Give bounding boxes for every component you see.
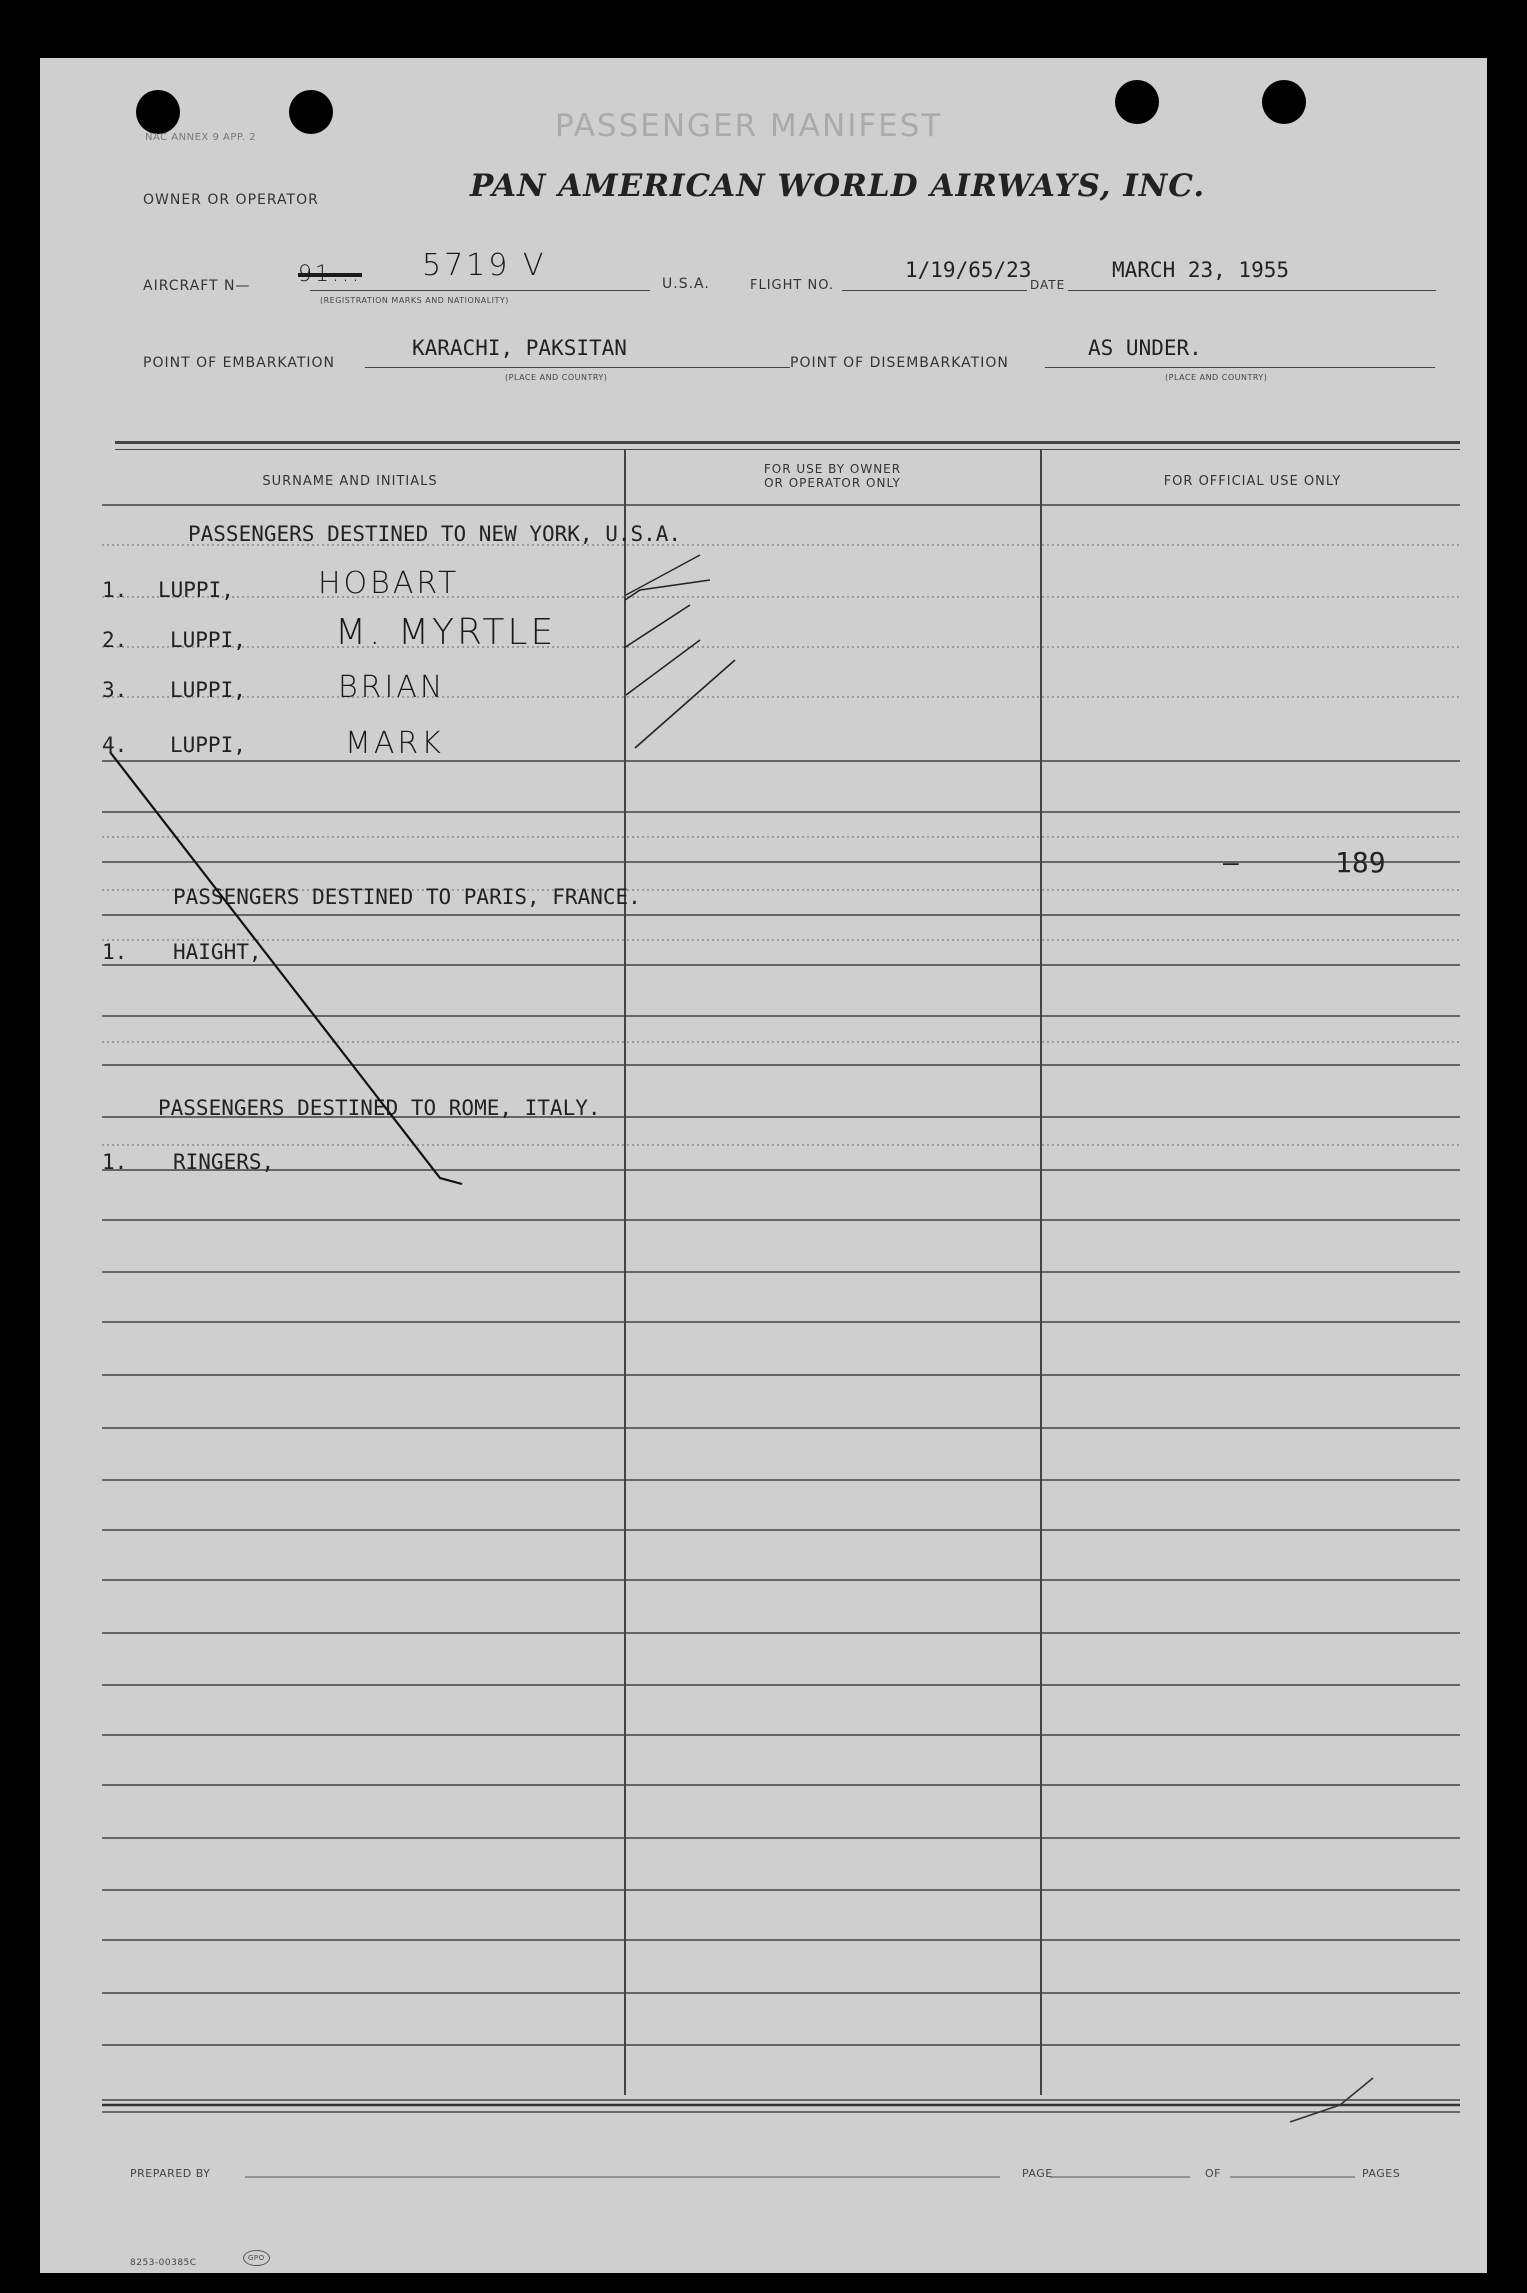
ny-row-1-number: 1. <box>102 578 128 602</box>
owner-label: OWNER OR OPERATOR <box>143 192 319 208</box>
rome-row-1-surname: RINGERS, <box>173 1150 275 1174</box>
ny-row-2-given-name: M. MYRTLE <box>335 612 557 653</box>
usa-label: U.S.A. <box>662 276 710 292</box>
pages-label: PAGES <box>1362 2167 1401 2180</box>
ny-row-4-given-name: MARK <box>345 726 444 761</box>
group-heading-new-york: PASSENGERS DESTINED TO NEW YORK, U.S.A. <box>188 522 682 546</box>
prepared-by-label: PREPARED BY <box>130 2167 211 2180</box>
ny-row-4-number: 4. <box>102 733 128 757</box>
page-label: PAGE <box>1022 2167 1053 2180</box>
page-title: PASSENGER MANIFEST <box>555 108 943 144</box>
rome-row-1-number: 1. <box>102 1150 128 1174</box>
of-label: OF <box>1205 2167 1221 2180</box>
col-header-surname: SURNAME AND INITIALS <box>262 474 438 489</box>
embarkation-value: KARACHI, PAKSITAN <box>412 336 627 360</box>
disembarkation-caption: (PLACE AND COUNTRY) <box>1165 373 1268 382</box>
embarkation-caption: (PLACE AND COUNTRY) <box>505 373 608 382</box>
form-number: 8253-00385C <box>130 2258 197 2268</box>
col-header-official: FOR OFFICIAL USE ONLY <box>1163 474 1342 489</box>
checkmark-1 <box>625 580 710 600</box>
checkmark-1b <box>626 555 700 595</box>
page-dash: – <box>1223 848 1239 878</box>
ny-row-2-surname: LUPPI, <box>170 628 246 652</box>
operator-name: PAN AMERICAN WORLD AIRWAYS, INC. <box>470 168 1206 204</box>
page-number: 189 <box>1335 846 1386 879</box>
ny-row-3-number: 3. <box>102 678 128 702</box>
ny-row-3-surname: LUPPI, <box>170 678 246 702</box>
ny-row-3-given-name: BRIAN <box>338 670 446 705</box>
flight-label: FLIGHT NO. <box>750 278 835 293</box>
col-header-owner-1: FOR USE BY OWNER <box>763 462 902 476</box>
paris-row-1-number: 1. <box>102 940 128 964</box>
checkmark-4 <box>635 660 735 748</box>
form-code: NAC ANNEX 9 APP. 2 <box>145 132 257 143</box>
flight-value: 1/19/65/23 <box>905 258 1032 282</box>
cancel-stroke <box>110 752 462 1184</box>
group-heading-paris: PASSENGERS DESTINED TO PARIS, FRANCE. <box>173 885 641 909</box>
disembarkation-value: AS UNDER. <box>1088 336 1202 360</box>
checkmark-3 <box>626 640 700 695</box>
corner-mark <box>1290 2078 1373 2122</box>
ny-row-1-given-name: HOBART <box>318 566 460 601</box>
disembarkation-label: POINT OF DISEMBARKATION <box>790 355 1009 371</box>
ny-row-2-number: 2. <box>102 628 128 652</box>
date-label: DATE <box>1030 278 1066 292</box>
aircraft-value: 5719 V <box>422 248 547 283</box>
group-heading-rome: PASSENGERS DESTINED TO ROME, ITALY. <box>158 1096 601 1120</box>
checkmark-2 <box>624 605 690 648</box>
ny-row-1-surname: LUPPI, <box>158 578 234 602</box>
printer-stamp: GPO <box>243 2250 270 2266</box>
aircraft-struck-value: 91... <box>298 262 362 287</box>
registration-caption: (REGISTRATION MARKS AND NATIONALITY) <box>320 296 509 305</box>
embarkation-label: POINT OF EMBARKATION <box>143 355 336 371</box>
aircraft-label: AIRCRAFT N— <box>143 278 251 294</box>
date-value: MARCH 23, 1955 <box>1112 258 1290 282</box>
col-header-owner-2: OR OPERATOR ONLY <box>764 476 901 490</box>
ny-row-4-surname: LUPPI, <box>170 733 246 757</box>
paris-row-1-surname: HAIGHT, <box>173 940 262 964</box>
